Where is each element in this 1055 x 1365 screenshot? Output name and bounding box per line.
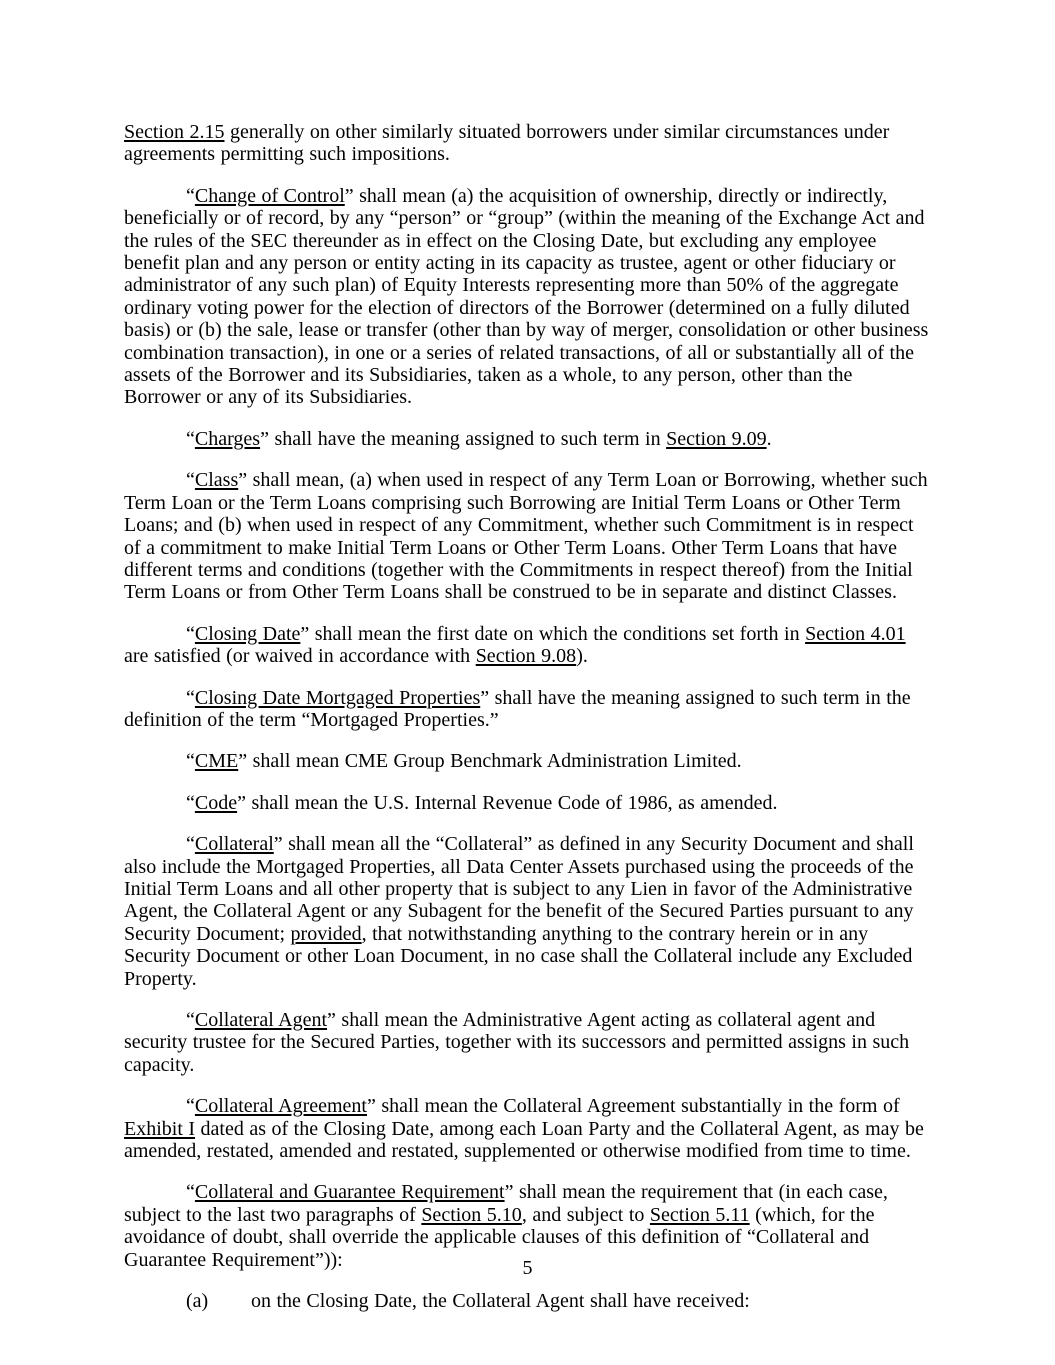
text-run: ” shall mean the Administrative Agent acting as collateral agent and security trustee for the Secured Parties, together with its successors and permitted assigns in such capacity. xyxy=(124,1009,910,1076)
text-run: ” shall mean (a) the acquisition of ownership, directly or indirectly, beneficially or of record, by any “person” or “group” (within the meaning of the Exchange Act and the rules of the SEC thereunder as in effect on the Closing Date, but excluding any employee benefit plan and any person or entity acting in its capacity as trustee, agent or other fiduciary or administrator of any such plan) of Equity Interests representing more than 50% of the aggregate ordinary voting power for the election of directors of the Borrower (determined on a fully diluted basis) or (b) the sale, lease or transfer (other than by way of merger, consolidation or other business combination transaction), in one or a series of related transactions, of all or substantially all of the assets of the Borrower and its Subsidiaries, taken as a whole, to any person, other than the Borrower or any of its Subsidiaries. xyxy=(124,184,929,409)
underlined-term: Section 9.08 xyxy=(475,645,577,668)
definition-collateral-agreement xyxy=(124,1095,930,1162)
text-run: generally on other similarly situated borrowers under similar circumstances under agreements permitting such impositions. xyxy=(124,121,890,166)
underlined-term: Closing Date xyxy=(194,622,301,645)
underlined-term: Section 4.01 xyxy=(805,622,906,645)
definition-cme xyxy=(124,750,930,772)
text-run: “ xyxy=(186,791,195,814)
underlined-term: Collateral and Guarantee Requirement xyxy=(194,1181,505,1204)
definition-charges xyxy=(124,428,930,450)
text-run: ” shall mean the first date on which the conditions set forth in xyxy=(300,622,806,645)
underlined-term: Code xyxy=(194,791,238,814)
text-run: ” shall mean the Collateral Agreement substantially in the form of xyxy=(367,1095,900,1118)
text-run: ” shall mean all the “Collateral” as defined in any Security Document and shall also include the Mortgaged Properties, all Data Center Assets purchased using the proceeds of the Initial Term Loans and all other property that is subject to any Lien in favor of the Administrative Agent, the Collateral Agent or any Subagent for the benefit of the Secured Parties pursuant to any Security Document; xyxy=(124,833,914,945)
underlined-term: Exhibit I xyxy=(124,1117,196,1140)
text-run: ” shall mean, (a) when used in respect of any Term Loan or Borrowing, whether such Term Loan or the Term Loans comprising such Borrowing are Initial Term Loans or Other Term Loans; and (b) when used in respect of any Commitment, whether such Commitment is in respect of a commitment to make Initial Term Loans or Other Term Loans. Other Term Loans that have different terms and conditions (together with the Commitments in respect thereof) from the Initial Term Loans or from Other Term Loans shall be construed to be in separate and distinct Classes. xyxy=(124,469,928,604)
underlined-term: provided xyxy=(290,922,362,945)
underlined-term: Closing Date Mortgaged Properties xyxy=(194,686,481,709)
text-run: “ xyxy=(186,833,195,856)
text-run: , that notwithstanding anything to the contrary herein or in any Security Document or other Loan Document, in no case shall the Collateral include any Excluded Property. xyxy=(124,922,913,990)
underlined-term: Section 9.09 xyxy=(666,427,767,450)
text-run: on the Closing Date, the Collateral Agent shall have received: xyxy=(251,1290,750,1313)
underlined-term: Section 2.15 xyxy=(124,121,225,143)
document-body xyxy=(124,121,930,1312)
list-item-label: (a) xyxy=(186,1290,209,1313)
text-run: “ xyxy=(186,184,195,207)
text-run: are satisfied (or waived in accordance with xyxy=(124,645,476,668)
underlined-term: Section 5.11 xyxy=(649,1203,750,1226)
underlined-term: Collateral Agent xyxy=(194,1009,328,1031)
text-run: ” shall have the meaning assigned to such term in the definition of the term “Mortgaged Properties.” xyxy=(124,686,911,731)
underlined-term: Charges xyxy=(194,427,261,450)
text-run: dated as of the Closing Date, among each Loan Party and the Collateral Agent, as may be amended, restated, amended and restated, supplemented or otherwise modified from time to time. xyxy=(124,1117,924,1163)
text-run: “ xyxy=(186,1009,195,1031)
text-run: “ xyxy=(186,686,195,709)
text-run: , and subject to xyxy=(521,1203,650,1226)
text-run: “ xyxy=(186,750,195,773)
underlined-term: Change of Control xyxy=(194,184,345,207)
text-run: “ xyxy=(186,1181,195,1204)
text-run: . xyxy=(766,427,772,450)
underlined-term: Collateral Agreement xyxy=(194,1095,367,1118)
underlined-term: Class xyxy=(194,469,239,492)
text-run: “ xyxy=(186,622,195,645)
underlined-term: CME xyxy=(194,750,239,773)
text-run: ” shall have the meaning assigned to such term in xyxy=(260,427,667,450)
paragraph-section-2-15-continuation xyxy=(124,121,930,166)
text-run: ). xyxy=(576,645,588,668)
definition-closing-date xyxy=(124,623,930,668)
text-run: ” shall mean the U.S. Internal Revenue Code of 1986, as amended. xyxy=(237,791,778,814)
definition-closing-date-mortgaged-properties xyxy=(124,687,930,732)
underlined-term: Section 5.10 xyxy=(421,1203,522,1226)
underlined-term: Collateral xyxy=(194,833,274,856)
definition-collateral xyxy=(124,833,930,990)
definition-collateral-agent xyxy=(124,1009,930,1076)
definition-class xyxy=(124,469,930,603)
text-run: ” shall mean CME Group Benchmark Administration Limited. xyxy=(238,750,742,773)
definition-code xyxy=(124,792,930,814)
definition-change-of-control xyxy=(124,185,930,409)
clause-a xyxy=(124,1290,930,1312)
text-run: “ xyxy=(186,1095,195,1118)
text-run: (which, for the avoidance of doubt, shall override the applicable clauses of this definition of “Collateral and Guarantee Requirement”)): xyxy=(124,1203,875,1271)
text-run: “ xyxy=(186,427,195,450)
text-run: “ xyxy=(186,469,195,492)
page-number: 5 xyxy=(522,1257,533,1279)
text-run: ” shall mean the requirement that (in each case, subject to the last two paragraphs of xyxy=(124,1181,888,1226)
